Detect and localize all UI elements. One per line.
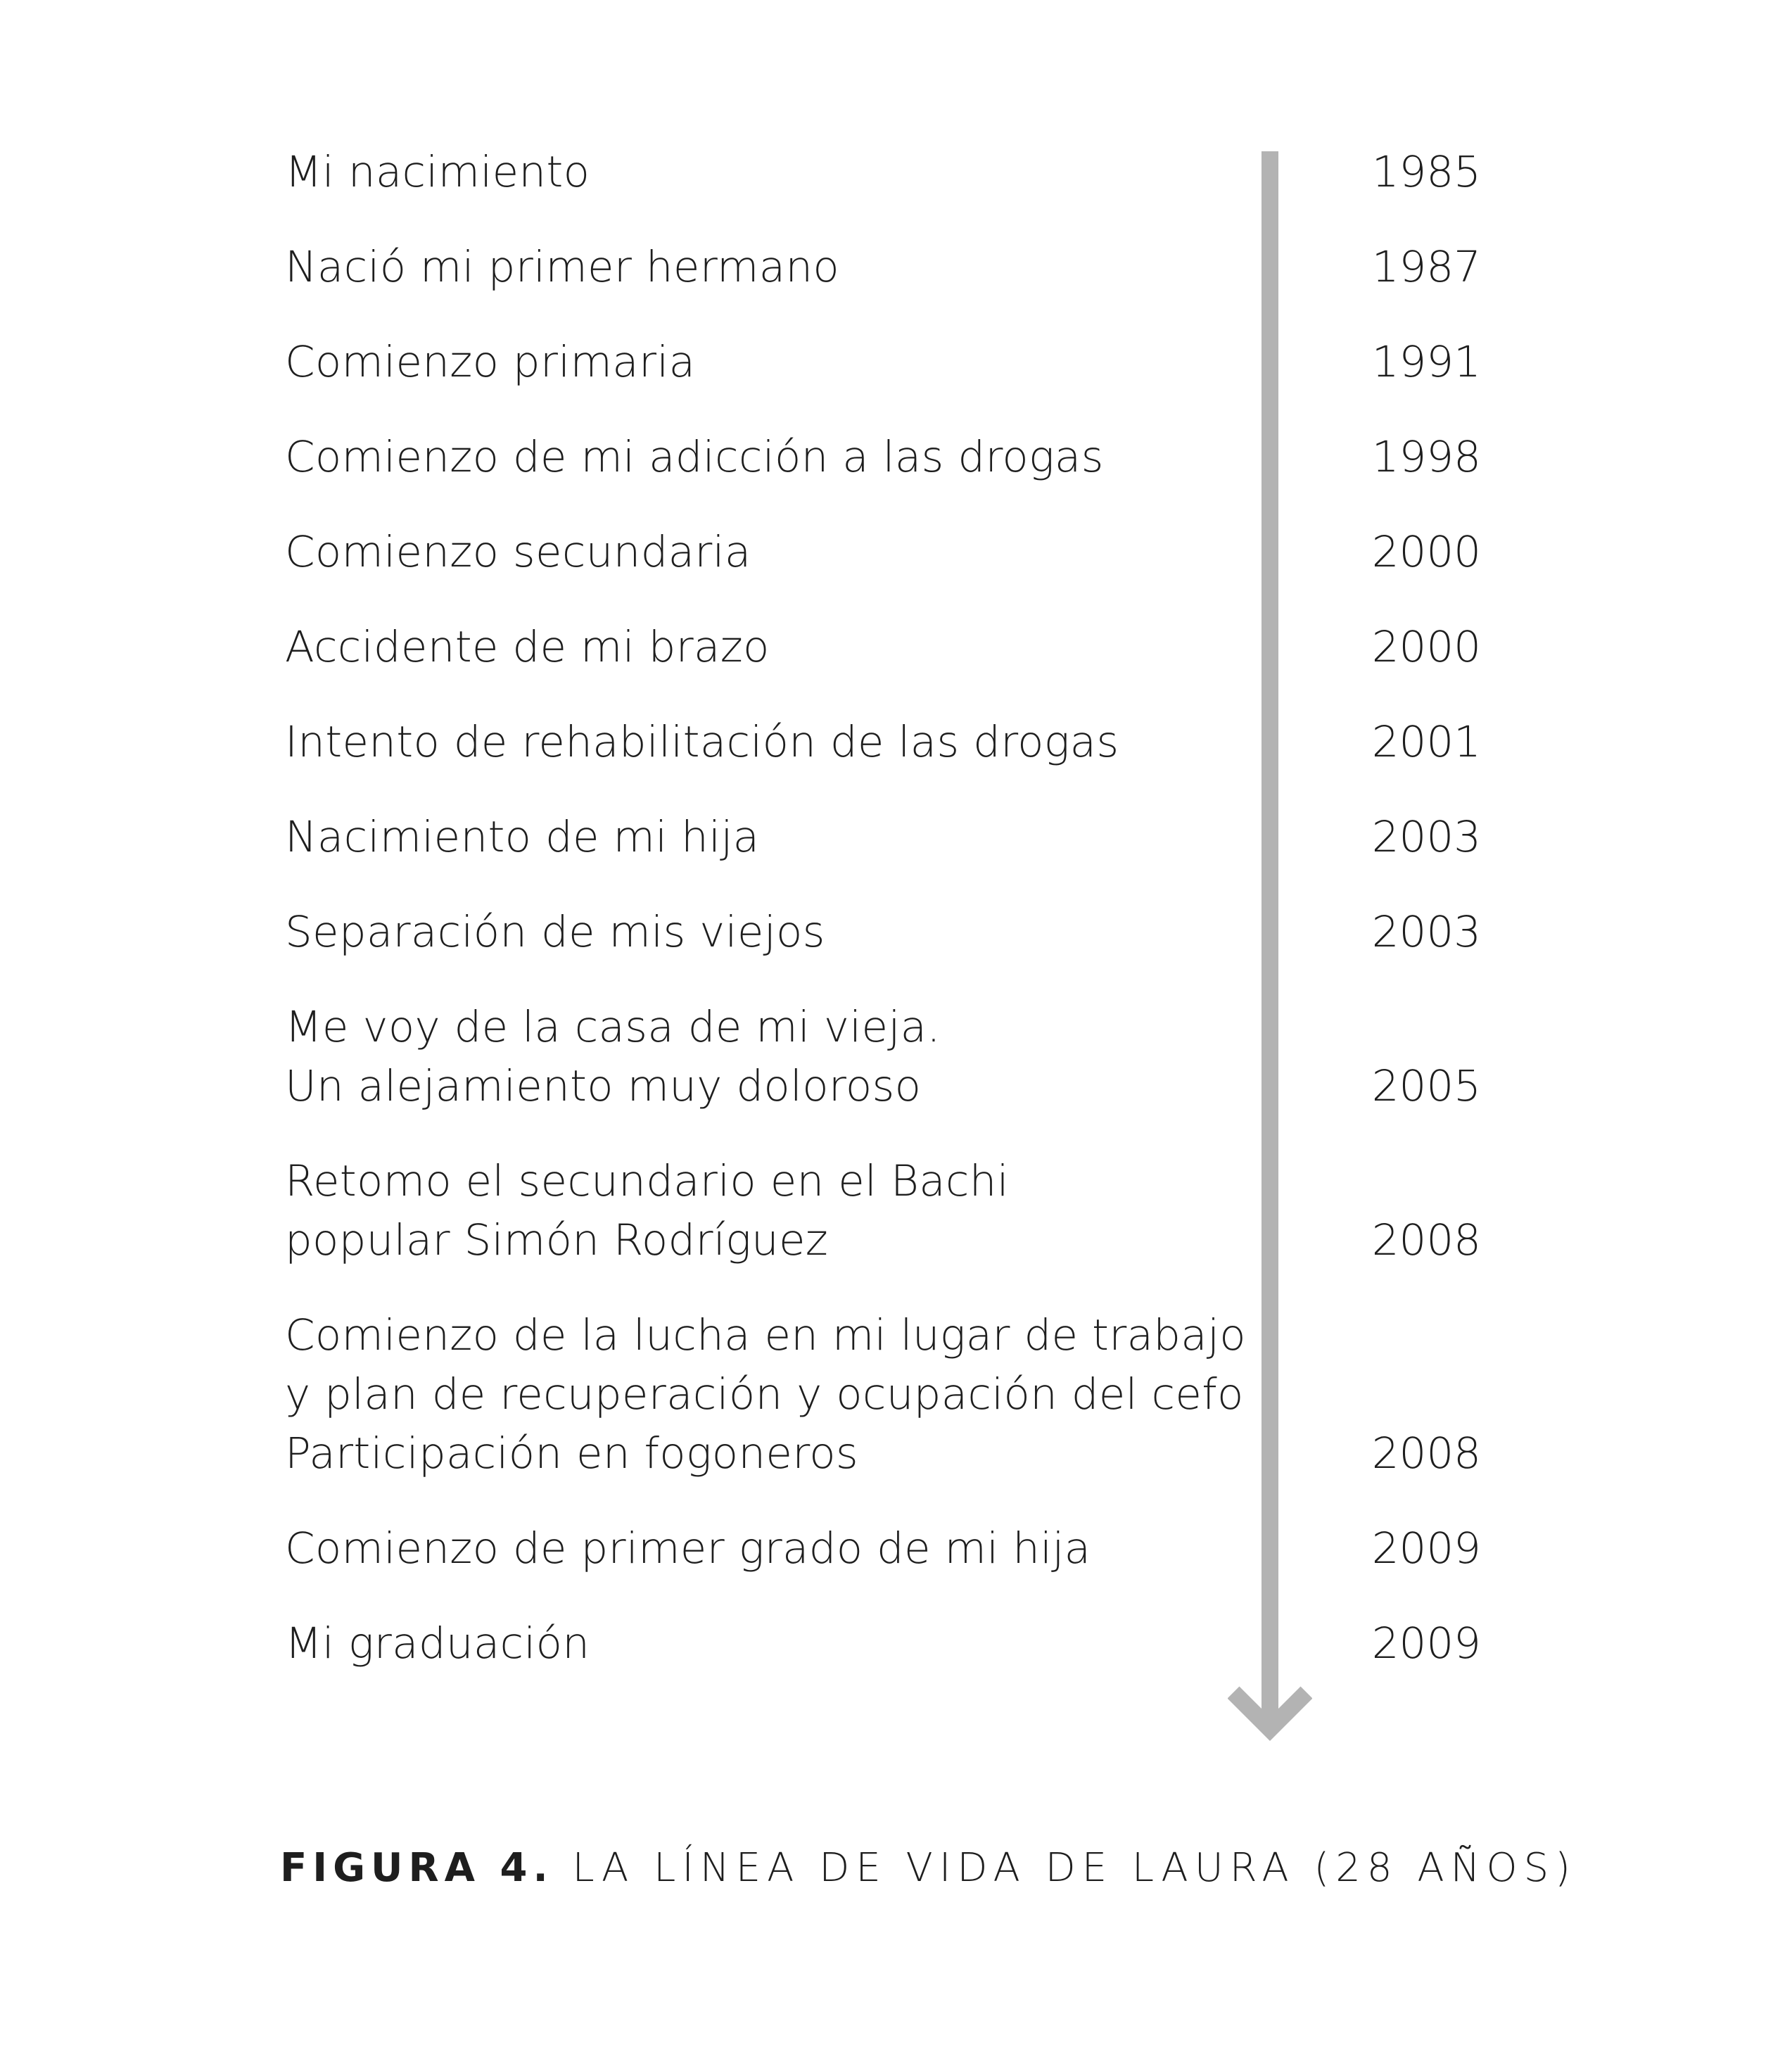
event-description-line: Comienzo primaria bbox=[285, 337, 696, 387]
event-year: 2008 bbox=[1371, 1429, 1481, 1478]
figure-title: LA LÍNEA DE VIDA DE LAURA (28 AÑOS) bbox=[572, 1845, 1577, 1891]
figure-number: FIGURA 4. bbox=[280, 1845, 554, 1891]
event-description-line: y plan de recuperación y ocupación del cefo bbox=[285, 1369, 1244, 1419]
event-year: 2009 bbox=[1371, 1619, 1481, 1668]
event-year: 1987 bbox=[1371, 242, 1481, 292]
event-year: 2005 bbox=[1371, 1061, 1481, 1111]
event-description-line: Comienzo de mi adicción a las drogas bbox=[285, 432, 1104, 482]
event-description-line: Participación en fogoneros bbox=[285, 1429, 858, 1478]
event-description-line: Mi nacimiento bbox=[285, 147, 590, 197]
event-description-line: Nació mi primer hermano bbox=[285, 242, 840, 292]
event-year: 2000 bbox=[1371, 622, 1481, 672]
event-description-line: Mi graduación bbox=[285, 1619, 590, 1668]
event-description-line: Intento de rehabilitación de las drogas bbox=[285, 717, 1119, 767]
event-year: 2001 bbox=[1371, 717, 1481, 767]
event-description-line: Nacimiento de mi hija bbox=[285, 812, 760, 862]
arrow-shaft bbox=[1262, 151, 1278, 1728]
event-year: 2009 bbox=[1371, 1524, 1481, 1573]
event-year: 1991 bbox=[1371, 337, 1481, 387]
event-year: 1985 bbox=[1371, 147, 1481, 197]
event-description-line: Comienzo secundaria bbox=[285, 527, 751, 577]
event-description-line: Comienzo de primer grado de mi hija bbox=[285, 1524, 1091, 1573]
event-description bbox=[285, 1614, 1242, 1673]
event-description-line: Comienzo de la lucha en mi lugar de trabajo bbox=[285, 1310, 1246, 1360]
event-description-line: Me voy de la casa de mi vieja. bbox=[285, 1002, 941, 1052]
event-year: 2008 bbox=[1371, 1215, 1481, 1265]
time-arrow-icon bbox=[1228, 151, 1312, 1742]
figure-caption bbox=[280, 1845, 1577, 1891]
event-year: 2003 bbox=[1371, 812, 1481, 862]
event-description-line: Un alejamiento muy doloroso bbox=[285, 1061, 922, 1111]
event-description-line: Accidente de mi brazo bbox=[285, 622, 770, 672]
event-year: 1998 bbox=[1371, 432, 1481, 482]
event-description-line: Retomo el secundario en el Bachi bbox=[285, 1156, 1009, 1206]
event-description-line: popular Simón Rodríguez bbox=[285, 1215, 829, 1265]
event-description-line: Separación de mis viejos bbox=[285, 907, 825, 957]
event-year: 2000 bbox=[1371, 527, 1481, 577]
event-year: 2003 bbox=[1371, 907, 1481, 957]
